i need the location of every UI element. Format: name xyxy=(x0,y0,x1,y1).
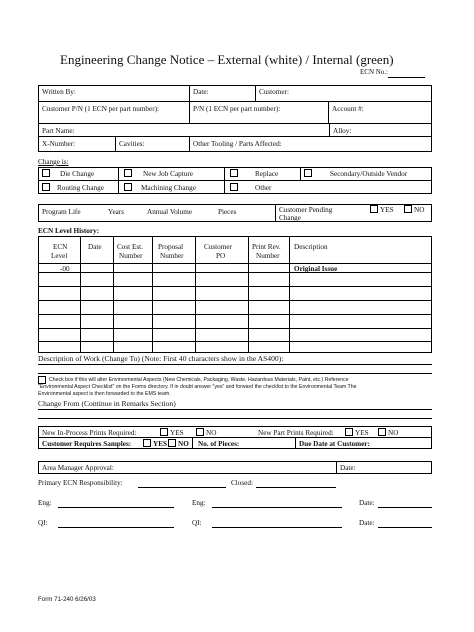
page-title: Engineering Change Notice – External (white) / Internal (green) xyxy=(60,52,394,67)
col-cost-est: Cost Est. xyxy=(117,243,143,251)
env-note-line1: Check box if this will alter Environmental Aspects (New Chemicals, Packaging, Waste, Hazardous Materials, Paint, etc.) Reference xyxy=(49,377,349,383)
cavities-field[interactable]: Cavities: xyxy=(119,140,145,148)
alloy-field[interactable]: Alloy: xyxy=(333,127,352,135)
ql-label-2: QI: xyxy=(192,519,202,527)
date-field[interactable]: Date: xyxy=(193,88,209,96)
change-from-line[interactable] xyxy=(38,409,432,410)
ecn-history-label: ECN Level History: xyxy=(38,227,100,235)
col-customer-po: Customer xyxy=(204,243,232,251)
closed-line[interactable] xyxy=(256,487,336,488)
replace-checkbox[interactable] xyxy=(230,169,238,177)
ql-signature-line-1[interactable] xyxy=(58,527,174,528)
change-from-label: Change From (Continue in Remarks Section) xyxy=(38,399,176,408)
pending-yes-checkbox[interactable] xyxy=(370,205,378,213)
new-job-capture-checkbox[interactable] xyxy=(124,169,132,177)
form-number: Form 71-240 6/26/03 xyxy=(38,596,96,603)
eng-label-1: Eng: xyxy=(38,499,52,507)
pn-field[interactable]: P/N (1 ECN per part number): xyxy=(193,105,281,113)
customer-pn-field[interactable]: Customer P/N (1 ECN per part number): xyxy=(42,105,159,113)
description-of-work-label: Description of Work (Change To) (Note: First 40 characters show in the AS400): xyxy=(38,354,284,363)
col-description: Description xyxy=(294,243,328,251)
secondary-vendor-label: Secondary/Outside Vendor xyxy=(330,170,408,178)
approval-date-field[interactable]: Date: xyxy=(340,464,356,472)
written-by-field[interactable]: Written By: xyxy=(42,88,76,96)
pieces-label: Pieces xyxy=(218,208,237,216)
due-date-field[interactable]: Due Date at Customer: xyxy=(299,440,370,448)
col-print-rev: Print Rev. xyxy=(252,243,281,251)
in-process-no-checkbox[interactable] xyxy=(196,428,204,436)
customer-requires-samples-label: Customer Requires Samples: xyxy=(42,440,132,448)
ql-signature-line-2[interactable] xyxy=(212,527,342,528)
replace-label: Replace xyxy=(255,170,279,178)
part-name-field[interactable]: Part Name: xyxy=(42,127,75,135)
program-life-field[interactable]: Program Life xyxy=(42,208,81,216)
env-note-line3: Environmental aspect is then forwarded to the EMS team. xyxy=(38,391,171,397)
no-of-pieces-field[interactable]: No. of Pieces: xyxy=(198,440,240,448)
part-prints-no-checkbox[interactable] xyxy=(378,428,386,436)
pending-no-checkbox[interactable] xyxy=(404,205,412,213)
samples-yes-checkbox[interactable] xyxy=(143,439,151,447)
years-label: Years xyxy=(108,208,125,216)
row1-description: Original Issue xyxy=(294,265,338,273)
in-process-no-label: NO xyxy=(206,429,217,437)
ql-date-line[interactable] xyxy=(378,527,432,528)
ecn-no-line[interactable] xyxy=(388,77,425,78)
die-change-label: Die Change xyxy=(60,170,95,178)
part-prints-no-label: NO xyxy=(388,429,399,437)
in-process-yes-label: YES xyxy=(170,429,184,437)
machining-change-label: Machining Change xyxy=(141,184,196,192)
closed-label: Closed: xyxy=(231,479,253,487)
col-ecn-level-2: Level xyxy=(51,252,68,260)
samples-yes-label: YES xyxy=(153,440,167,448)
routing-change-checkbox[interactable] xyxy=(42,183,50,191)
eng-signature-line-1[interactable] xyxy=(58,507,174,508)
col-customer-po-2: PO xyxy=(216,252,226,260)
ecn-no-label: ECN No.: xyxy=(360,68,388,76)
eng-date-line[interactable] xyxy=(378,507,432,508)
environmental-checkbox[interactable] xyxy=(38,376,46,384)
eng-label-2: Eng: xyxy=(192,499,206,507)
new-part-prints-label: New Part Prints Required: xyxy=(258,429,334,437)
col-date: Date xyxy=(88,243,102,251)
col-proposal-2: Number xyxy=(160,252,184,260)
ql-date-label: Date: xyxy=(359,519,375,527)
eng-signature-line-2[interactable] xyxy=(212,507,342,508)
env-note-line2: "Environmental Aspect Checklist" on the Forms directory. If in doubt answer "yes" and forward the checklist to the Environmental Team The xyxy=(38,384,357,390)
routing-change-label: Routing Change xyxy=(57,184,104,192)
row1-level: -00 xyxy=(60,265,70,273)
pending-yes-label: YES xyxy=(380,206,394,214)
pending-no-label: NO xyxy=(414,206,425,214)
col-cost-est-2: Number xyxy=(119,252,143,260)
customer-pending-label: Customer Pending xyxy=(279,206,333,214)
machining-change-checkbox[interactable] xyxy=(124,183,132,191)
new-in-process-label: New In-Process Prints Required: xyxy=(42,429,137,437)
secondary-vendor-checkbox[interactable] xyxy=(304,169,312,177)
col-proposal: Proposal xyxy=(158,243,184,251)
die-change-checkbox[interactable] xyxy=(42,169,50,177)
customer-pending-label-2: Change xyxy=(279,214,301,222)
annual-volume-field[interactable]: Annual Volume xyxy=(147,208,193,216)
part-prints-yes-checkbox[interactable] xyxy=(345,428,353,436)
samples-no-label: NO xyxy=(178,440,189,448)
primary-ecn-label: Primary ECN Responsibility: xyxy=(38,479,123,487)
other-checkbox[interactable] xyxy=(230,183,238,191)
customer-field[interactable]: Customer: xyxy=(259,88,289,96)
in-process-yes-checkbox[interactable] xyxy=(160,428,168,436)
eng-date-label: Date: xyxy=(359,499,375,507)
col-print-rev-2: Number xyxy=(256,252,280,260)
account-field[interactable]: Account #: xyxy=(332,105,364,113)
new-job-capture-label: New Job Capture xyxy=(143,170,193,178)
samples-no-checkbox[interactable] xyxy=(168,439,176,447)
ql-label-1: QI: xyxy=(38,519,48,527)
other-label: Other xyxy=(255,184,272,192)
primary-ecn-line[interactable] xyxy=(138,487,226,488)
ecn-history-table xyxy=(38,236,432,353)
col-ecn-level: ECN xyxy=(53,243,68,251)
area-manager-approval-field[interactable]: Area Manager Approval: xyxy=(42,464,114,472)
other-tooling-field[interactable]: Other Tooling / Parts Affected: xyxy=(193,140,282,148)
description-of-work-line[interactable] xyxy=(38,364,432,365)
x-number-field[interactable]: X-Number: xyxy=(42,140,76,148)
change-is-label: Change is: xyxy=(38,158,69,166)
part-prints-yes-label: YES xyxy=(355,429,369,437)
